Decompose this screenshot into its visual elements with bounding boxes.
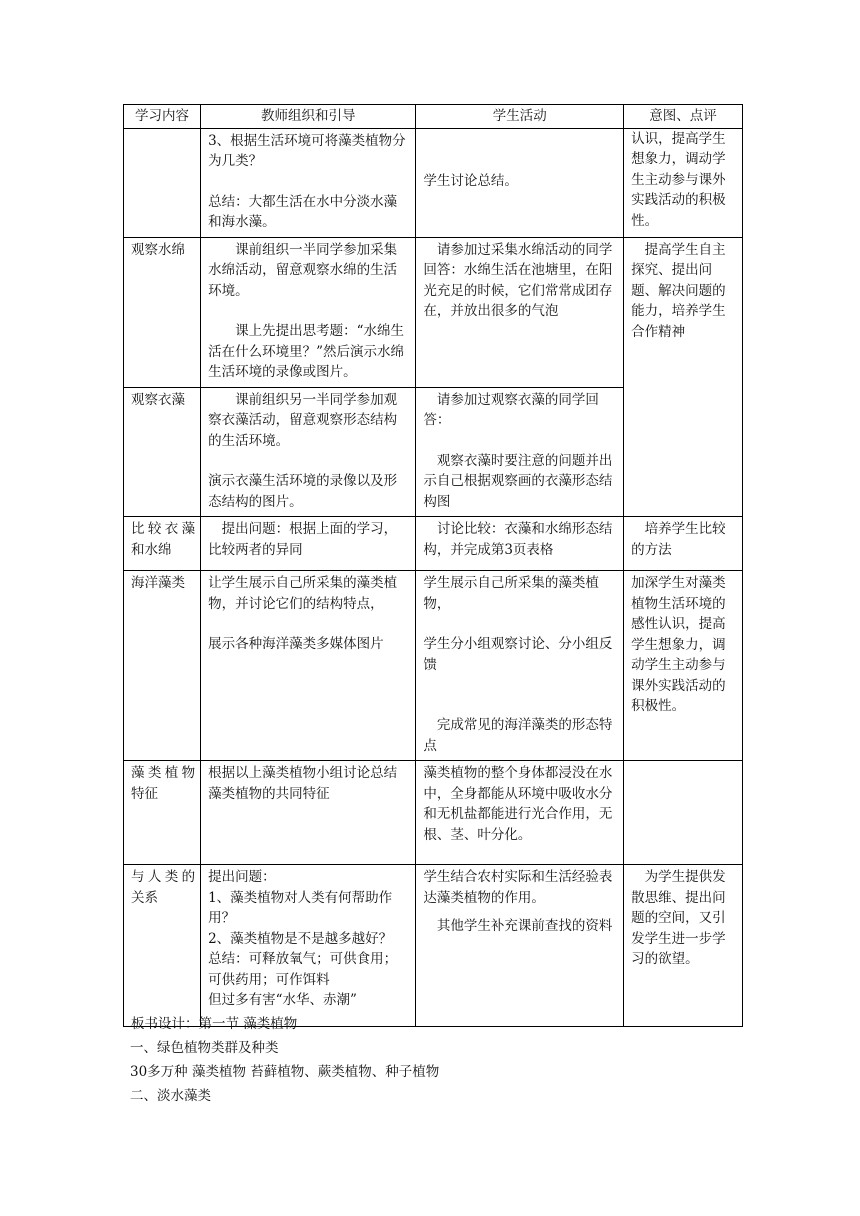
table-row: [124, 237, 743, 387]
cell-content: 观察水绵: [124, 237, 201, 387]
board-title: 板书设计：第一节 藻类植物: [131, 1016, 298, 1032]
cell-teacher: 3、根据生活环境可将藻类植物分为几类？ 总结：大都生活在水中分淡水藻和海水藻。: [201, 128, 416, 237]
cell-student: 学生讨论总结。: [416, 128, 624, 237]
cell-teacher: 课前组织一半同学参加采集水绵活动，留意观察水绵的生活环境。 课上先提出思考题：“水绵生活在什么环境里？”然后演示水绵生活环境的录像或图片。: [201, 237, 416, 387]
cell-intent: 提高学生自主探究、提出问题、解决问题的能力，培养学生合作精神: [624, 237, 743, 517]
table-row: [124, 128, 743, 237]
cell-intent: 为学生提供发散思维、提出问题的空间，又引发学生进一步学习的欲望。: [624, 865, 743, 1027]
board-section-1: 一、绿色植物类群及种类: [130, 1040, 279, 1056]
cell-content: 观察衣藻: [124, 387, 201, 517]
cell-intent: [624, 761, 743, 865]
header-teacher: 教师组织和引导: [201, 105, 416, 129]
board-line-species: 30多万种 藻类植物 苔藓植物、蕨类植物、种子植物: [130, 1064, 440, 1080]
table-row: [124, 571, 743, 761]
cell-content: 与人类的 关系: [124, 865, 201, 1027]
cell-student: 请参加过采集水绵活动的同学回答：水绵生活在池塘里，在阳光充足的时候，它们常常成团存在，并放出很多的气泡: [416, 237, 624, 387]
header-content: 学习内容: [124, 105, 201, 129]
cell-student: 学生展示自己所采集的藻类植物， 学生分小组观察讨论、分小组反馈 完成常见的海洋藻类的形态特点: [416, 571, 624, 761]
cell-content: 海洋藻类: [124, 571, 201, 761]
board-section-2: 二、淡水藻类: [130, 1088, 211, 1104]
cell-content: [124, 128, 201, 237]
table-row: [124, 517, 743, 571]
cell-student: 讨论比较：衣藻和水绵形态结构，并完成第3页表格: [416, 517, 624, 571]
cell-student: 请参加过观察衣藻的同学回答： 观察衣藻时要注意的问题并出示自己根据观察画的衣藻形态结构图: [416, 387, 624, 517]
cell-teacher: 课前组织另一半同学参加观察衣藻活动，留意观察形态结构的生活环境。 演示衣藻生活环境的录像以及形态结构的图片。: [201, 387, 416, 517]
header-student: 学生活动: [416, 105, 624, 129]
table-row: [124, 865, 743, 1027]
table-row: [124, 761, 743, 865]
cell-teacher: 提出问题： 1、藻类植物对人类有何帮助作用？ 2、藻类植物是不是越多越好？ 总结：可释放氧气；可供食用；可供药用；可作饵料 但过多有害“水华、赤潮”: [201, 865, 416, 1027]
board-design: [131, 1012, 439, 1108]
cell-intent: 培养学生比较的方法: [624, 517, 743, 571]
cell-intent: 加深学生对藻类植物生活环境的感性认识，提高学生想象力，调动学生主动参与课外实践活动的积极性。: [624, 571, 743, 761]
cell-student: 学生结合农村实际和生活经验表达藻类植物的作用。 其他学生补充课前查找的资料: [416, 865, 624, 1027]
cell-teacher: 提出问题：根据上面的学习，比较两者的异同: [201, 517, 416, 571]
lesson-table: [123, 104, 743, 1027]
cell-teacher: 根据以上藻类植物小组讨论总结藻类植物的共同特征: [201, 761, 416, 865]
cell-content: 藻类植物 特征: [124, 761, 201, 865]
cell-intent: 认识，提高学生想象力，调动学生主动参与课外实践活动的积极性。: [624, 128, 743, 237]
cell-student: 藻类植物的整个身体都浸没在水中，全身都能从环境中吸收水分和无机盐都能进行光合作用，无根、茎、叶分化。: [416, 761, 624, 865]
header-row: [124, 105, 743, 129]
cell-teacher: 让学生展示自己所采集的藻类植物，并讨论它们的结构特点， 展示各种海洋藻类多媒体图片: [201, 571, 416, 761]
cell-content: 比较衣藻 和水绵: [124, 517, 201, 571]
header-intent: 意图、点评: [624, 105, 743, 129]
